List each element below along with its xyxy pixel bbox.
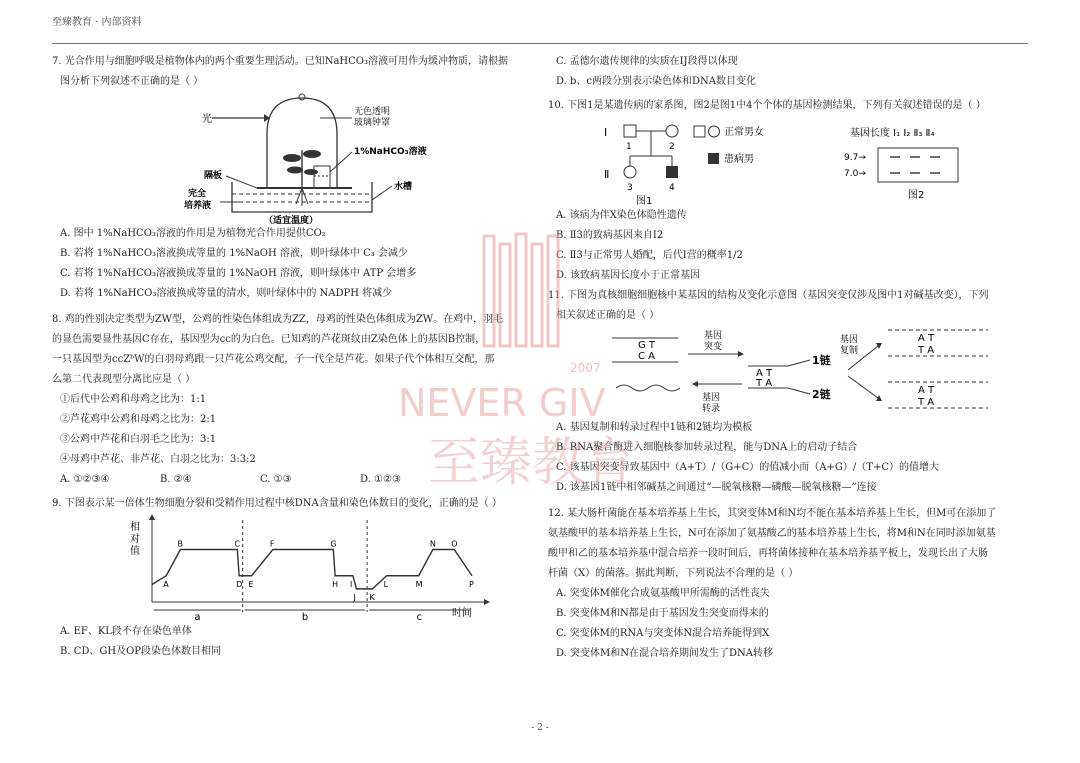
point-label-O: O (451, 539, 458, 549)
q9-chart-figure (52, 514, 532, 622)
q9-option-c: C. 孟德尔遗传规律的实质在IJ段得以体现 (556, 56, 738, 67)
temperature-label: （适宜温度） (264, 216, 319, 224)
q8-choice-c: C. ①③ (260, 474, 292, 485)
solution-label: 1%NaHCO₃溶液 (354, 147, 427, 157)
figure2-caption: 图2 (908, 190, 925, 201)
mid-top-bases: A T (756, 368, 773, 379)
dna-chromosome-chart (52, 514, 532, 622)
gel-row-9-7: 9.7→ (844, 153, 866, 163)
q7-option-c: C. 若将 1%NaHCO₃溶液换成等量的 1%NaOH 溶液，则叶绿体中 ATP 会增多 (60, 268, 417, 279)
q10-option-a: A. 该病为伴X染色体隐性遗传 (556, 210, 687, 221)
culture-label-2: 培养液 (184, 201, 212, 211)
gene-mutation-diagram (548, 326, 1033, 418)
q8-choice-b: B. ②④ (160, 474, 192, 485)
point-label-C: C (234, 539, 240, 549)
data-line (152, 550, 472, 589)
q12-option-a: A. 突变体M催化合成氨基酸甲所需酶的活性丧失 (556, 588, 770, 599)
point-label-B: B (177, 539, 183, 549)
point-label-M: M (415, 579, 423, 589)
q10-option-b: B. Ⅱ3的致病基因来自Ⅰ2 (556, 230, 664, 241)
point-label-I: I (349, 579, 353, 589)
q8-choice-a: A. ①②③④ (60, 474, 110, 485)
legend-normal-male (694, 126, 705, 137)
right-b-top-bases: A T (918, 385, 935, 396)
light-label: 光 (202, 114, 212, 125)
y-axis-arrow (149, 514, 155, 520)
q8-choice-d: D. ①②③ (360, 474, 401, 485)
q12-stem-line-1: 12. 某大肠杆菌能在基本培养基上生长，其突变体M和N均不能在基本培养基上生长，但M可在添加了 (548, 508, 997, 519)
point-label-L: L (383, 579, 389, 589)
partition-label: 隔板 (204, 171, 223, 181)
segment-label-a: a (194, 612, 201, 622)
q11-stem-line-1: 11. 下图为真核细胞细胞核中某基因的结构及变化示意图（基因突变仅涉及图中1对碱基改变），下列 (548, 290, 989, 301)
bell-jar-diagram (52, 92, 532, 224)
figure1-caption: 图1 (636, 196, 653, 206)
y-axis-label-char: 相 (130, 522, 140, 533)
gel-row-7-0: 7.0→ (844, 169, 866, 179)
q11-option-b: B. RNA聚合酶进入细胞核参加转录过程，能与DNA上的启动子结合 (556, 442, 858, 453)
q11-stem-line-2: 相关叙述正确的是（ ） (556, 310, 660, 321)
left-bottom-bases: C A (638, 351, 656, 362)
y-axis-label-char: 对 (130, 534, 140, 545)
q10-option-c: C. Ⅱ3与正常男人婚配，后代Ⅰ营的概率1/2 (556, 250, 743, 261)
mutation-label-2: 突变 (704, 342, 723, 352)
q11-gene-figure (548, 326, 1033, 418)
point-label-N: N (429, 539, 436, 549)
q7-option-b: B. 若将 1%NaHCO₃溶液换成等量的 1%NaOH 溶液，则叶绿体中 C₃ 会减少 (60, 248, 408, 259)
q10-stem: 10. 下图1是某遗传病的家系图，图2是图1中4个个体的基因检测结果，下列有关叙述错误的是（ ） (548, 100, 986, 111)
gen-II-label: Ⅱ (604, 168, 610, 181)
q7-stem-line-1: 7. 光合作用与细胞呼吸是植物体内的两个重要生理活动。已知NaHCO₃溶液可用作为缓冲物质，请根据 (52, 56, 509, 67)
cover-label-1: 无色透明 (354, 107, 391, 117)
gel-header: 基因长度 Ⅰ₁ Ⅰ₂ Ⅱ₃ Ⅱ₄ (850, 128, 935, 139)
pedigree-id-2: 2 (669, 142, 675, 152)
legend-affected-label: 患病男 (724, 154, 754, 165)
watermark-brand-cn: 至臻教育 (428, 433, 637, 493)
q9-option-a: A. EF、KL段不存在染色单体 (60, 626, 192, 637)
left-top-bases: G T (638, 340, 656, 351)
pedigree-I2-female (666, 125, 678, 137)
point-label-J: J (353, 592, 356, 602)
q10-option-d: D. 该致病基因长度小于正常基因 (556, 270, 701, 281)
x-axis-label: 时间 (452, 608, 472, 619)
q8-stem-line-1: 8. 鸡的性别决定类型为ZW型，公鸡的性染色体组成为ZZ，母鸡的性染色体组成为ZW。在鸡中，羽毛 (52, 314, 504, 325)
strand-2-label: 2链 (812, 388, 831, 401)
watermark-year: 2007 (570, 361, 601, 375)
point-label-F: F (269, 539, 275, 549)
x-axis-arrow (484, 599, 490, 605)
q8-choices (52, 470, 532, 490)
q12-option-b: B. 突变体M和N都是由于基因发生突变而得来的 (556, 608, 769, 619)
replication-label-1: 基因 (840, 335, 859, 345)
cover-label-2: 玻璃钟罩 (354, 118, 391, 128)
q11-option-c: C. 该基因突变导致基因中（A+T）/（G+C）的值减小而（A+G）/（T+C）的值增大 (556, 462, 939, 473)
pedigree-I1-male (624, 125, 636, 137)
pedigree-II4-affected-male (666, 166, 678, 178)
q12-stem-line-3: 酸甲和乙的基本培养基中混合培养一段时间后，再将菌体接种在基本培养基平板上，发现长出了大肠 (548, 548, 988, 559)
q8-stem-line-4: 么第二代表现型分离比应是（ ） (52, 374, 196, 385)
q8-item-4: ④母鸡中芦花、非芦花、白羽之比为：3:3:2 (60, 454, 256, 465)
point-label-P: P (469, 579, 474, 589)
point-label-D: D (236, 579, 243, 589)
right-a-bottom-bases: T A (918, 345, 935, 356)
pedigree-id-4: 4 (669, 183, 675, 193)
watermark-brand-en: NEVER GIV (398, 381, 606, 425)
q11-option-d: D. 该基因1链中相邻碱基之间通过“—脱氧核糖—磷酸—脱氧核糖—”连接 (556, 482, 877, 493)
segment-label-c: c (416, 612, 423, 622)
legend-affected-male (708, 153, 719, 164)
legend-normal-label: 正常男女 (724, 127, 764, 138)
point-label-K: K (369, 592, 375, 602)
q8-stem-line-2: 的显色需要显性基因C存在，基因型为cc的为白色。已知鸡的芦花斑纹由Z染色体上的基因B控制， (52, 334, 486, 345)
q8-stem-line-3: 一只基因型为ccZᵇW的白羽母鸡跟一只芦花公鸡交配，子一代全是芦花。如果子代个体相互交配，那 (52, 354, 495, 365)
q9-stem: 9. 下图表示某一倍体生物细胞分裂和受精作用过程中核DNA含量和染色体数目的变化，正确的是（ ） (52, 498, 502, 509)
transcription-label-1: 基因 (702, 393, 721, 403)
q8-item-1: ①后代中公鸡和母鸡之比为：1:1 (60, 394, 207, 405)
pedigree-II3-female (624, 166, 636, 178)
right-b-bottom-bases: T A (918, 397, 935, 408)
culture-label-1: 完全 (188, 189, 207, 199)
q10-figures (548, 116, 1033, 206)
q11-option-a: A. 基因复制和转录过程中1链和2链均为模板 (556, 422, 753, 433)
replication-label-2: 复制 (840, 346, 859, 356)
q9-option-d: D. b、c两段分别表示染色体和DNA数目变化 (556, 76, 757, 87)
mutation-label-1: 基因 (704, 331, 723, 341)
q8-item-3: ③公鸡中芦花和白羽毛之比为：3:1 (60, 434, 217, 445)
point-label-G: G (330, 539, 337, 549)
left-column (52, 52, 532, 662)
right-a-top-bases: A T (918, 333, 935, 344)
transcription-label-2: 转录 (702, 404, 721, 414)
header-divider (52, 43, 1028, 44)
point-label-E: E (248, 579, 254, 589)
point-label-A: A (163, 579, 169, 589)
q12-option-d: D. 突变体M和N在混合培养期间发生了DNA转移 (556, 648, 773, 659)
q8-item-2: ②芦花鸡中公鸡和母鸡之比为：2:1 (60, 414, 217, 425)
q7-apparatus-figure (52, 92, 532, 224)
q12-stem-line-2: 氨基酸甲的基本培养基上生长，N可在添加了氨基酸乙的基本培养基上生长，将M和N在同时添加氨基 (548, 528, 996, 539)
q12-stem-line-4: 杆菌（X）的菌落。据此判断，下列说法不合理的是（ ） (548, 568, 799, 579)
page-header: 至臻教育 · 内部资料 (52, 17, 142, 28)
page-number: - 2 - (531, 723, 549, 733)
legend-normal-female (709, 126, 720, 137)
tank-label: 水槽 (394, 182, 413, 192)
segment-label-b: b (301, 612, 309, 622)
gen-I-label: Ⅰ (604, 126, 608, 139)
strand-1-label: 1链 (812, 354, 831, 367)
pedigree-id-3: 3 (627, 183, 633, 193)
pedigree-id-1: 1 (626, 142, 632, 152)
q12-option-c: C. 突变体M的RNA与突变体N混合培养能得到X (556, 628, 770, 639)
point-label-H: H (332, 579, 339, 589)
q7-stem-line-2: 图分析下列叙述不正确的是（ ） (60, 76, 204, 87)
right-column (548, 52, 1033, 664)
y-axis-label-char: 值 (130, 546, 140, 557)
pedigree-and-gel-diagram (548, 116, 1033, 206)
q7-option-a: A. 图中 1%NaHCO₃溶液的作用是为植物光合作用提供CO₂ (60, 228, 326, 239)
mid-bottom-bases: T A (756, 378, 773, 389)
q9-option-b: B. CD、GH及OP段染色体数目相同 (60, 646, 222, 657)
q7-option-d: D. 若将 1%NaHCO₃溶液换成等量的清水，则叶绿体中的 NADPH 将减少 (60, 288, 393, 299)
